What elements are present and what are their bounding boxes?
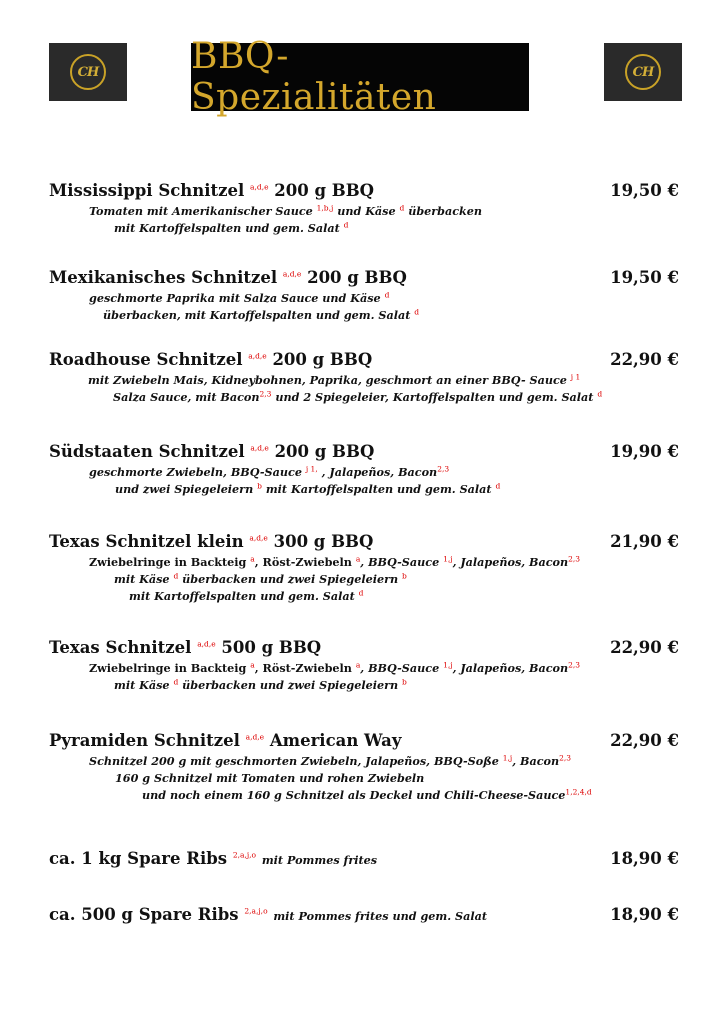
item-weight: 200 g BBQ bbox=[307, 268, 407, 287]
allergen-codes: a,d,e bbox=[245, 732, 265, 742]
item-name: Südstaaten Schnitzel bbox=[49, 442, 245, 461]
allergen-codes: 2,a,j,o bbox=[244, 906, 268, 916]
item-name: ca. 1 kg Spare Ribs bbox=[49, 849, 228, 868]
logo-right bbox=[604, 43, 682, 101]
item-note: mit Pommes frites bbox=[261, 853, 378, 867]
menu-item bbox=[49, 905, 679, 924]
item-price: 18,90 € bbox=[610, 849, 679, 868]
item-name: Mississippi Schnitzel bbox=[49, 181, 245, 200]
allergen-codes: a,d,e bbox=[250, 443, 269, 453]
menu-item bbox=[49, 442, 679, 498]
item-description: Zwiebelringe in Backteig $^a$, Röst-Zwiebeln $^a$, BBQ-Sauce $^{1,j}$, Jalapeños, Bacon$^{2,3}$ mit Käse $^d$ überbacken und zwei Spiegeleiern $^b$ bbox=[89, 660, 581, 692]
item-weight: 200 g BBQ bbox=[274, 442, 375, 461]
item-name: ca. 500 g Spare Ribs bbox=[49, 905, 239, 924]
menu-item bbox=[49, 731, 679, 804]
item-description: Tomaten mit Amerikanischer Sauce $^{1,b,j}$ und Käse $^d$ überbacken mit Kartoffelspalten und gem. Salat $^d$ bbox=[89, 203, 483, 235]
allergen-codes: 2,a,j,o bbox=[232, 850, 257, 860]
item-weight: 500 g BBQ bbox=[221, 638, 322, 657]
item-name: Pyramiden Schnitzel bbox=[49, 731, 240, 750]
item-description: mit Zwiebeln Mais, Kidneybohnen, Paprika, geschmort an einer BBQ- Sauce $^{j 1}$ Salza Sauce, mit Bacon$^{2,3}$ und 2 Spiegeleier, Kartoffelspalten und gem. Salat $^d$ bbox=[88, 372, 603, 404]
item-description: geschmorte Zwiebeln, BBQ-Sauce $^{j 1,}$ , Jalapeños, Bacon$^{2,3}$ und zwei Spiegeleiern $^b$ mit Kartoffelspalten und gem. Salat $^d$ bbox=[89, 464, 501, 496]
allergen-codes: a,d,e bbox=[249, 533, 268, 543]
menu-item bbox=[49, 350, 679, 406]
item-price: 19,90 € bbox=[610, 442, 679, 461]
item-name: Roadhouse Schnitzel bbox=[49, 350, 243, 369]
item-price: 19,50 € bbox=[610, 268, 679, 287]
ch-monogram-icon: CH bbox=[70, 54, 106, 90]
item-price: 18,90 € bbox=[610, 905, 679, 924]
item-description: geschmorte Paprika mit Salza Sauce und Käse $^d$ überbacken, mit Kartoffelspalten und gem. Salat $^d$ bbox=[89, 290, 420, 322]
menu-item bbox=[49, 268, 679, 324]
item-note: mit Pommes frites und gem. Salat bbox=[273, 909, 488, 923]
allergen-codes: a,d,e bbox=[282, 269, 302, 279]
allergen-codes: a,d,e bbox=[250, 182, 269, 192]
item-weight: American Way bbox=[269, 731, 402, 750]
item-description: Schnitzel 200 g mit geschmorten Zwiebeln, Jalapeños, BBQ-Soße $^{1,j}$, Bacon$^{2,3}$ 160 g Schnitzel mit Tomaten und rohen Zwiebeln und noch einem 160 g Schnitzel als Deckel und Chili-Cheese-Sauce$^{1,2,4,d}$ bbox=[89, 753, 592, 802]
item-price: 22,90 € bbox=[610, 638, 679, 657]
item-description: Zwiebelringe in Backteig $^a$, Röst-Zwiebeln $^a$, BBQ-Sauce $^{1,j}$, Jalapeños, Bacon$^{2,3}$ mit Käse $^d$ überbacken und zwei Spiegeleiern $^b$ mit Kartoffelspalten und gem. Salat $^d$ bbox=[89, 554, 581, 603]
ch-monogram-icon: CH bbox=[625, 54, 661, 90]
menu-item bbox=[49, 181, 679, 237]
item-price: 22,90 € bbox=[610, 731, 679, 750]
item-name: Mexikanisches Schnitzel bbox=[49, 268, 278, 287]
item-weight: 200 g BBQ bbox=[272, 350, 373, 369]
logo-left bbox=[49, 43, 127, 101]
item-price: 22,90 € bbox=[610, 350, 679, 369]
item-name: Texas Schnitzel klein bbox=[49, 532, 244, 551]
allergen-codes: a,d,e bbox=[197, 639, 216, 649]
item-name: Texas Schnitzel bbox=[49, 638, 192, 657]
item-price: 19,50 € bbox=[610, 181, 679, 200]
item-weight: 200 g BBQ bbox=[274, 181, 375, 200]
menu-item bbox=[49, 849, 679, 868]
menu-item bbox=[49, 638, 679, 694]
menu-item bbox=[49, 532, 679, 605]
item-price: 21,90 € bbox=[610, 532, 679, 551]
item-weight: 300 g BBQ bbox=[273, 532, 374, 551]
allergen-codes: a,d,e bbox=[248, 351, 267, 361]
page-title: BBQ-Spezialitäten bbox=[191, 43, 529, 111]
